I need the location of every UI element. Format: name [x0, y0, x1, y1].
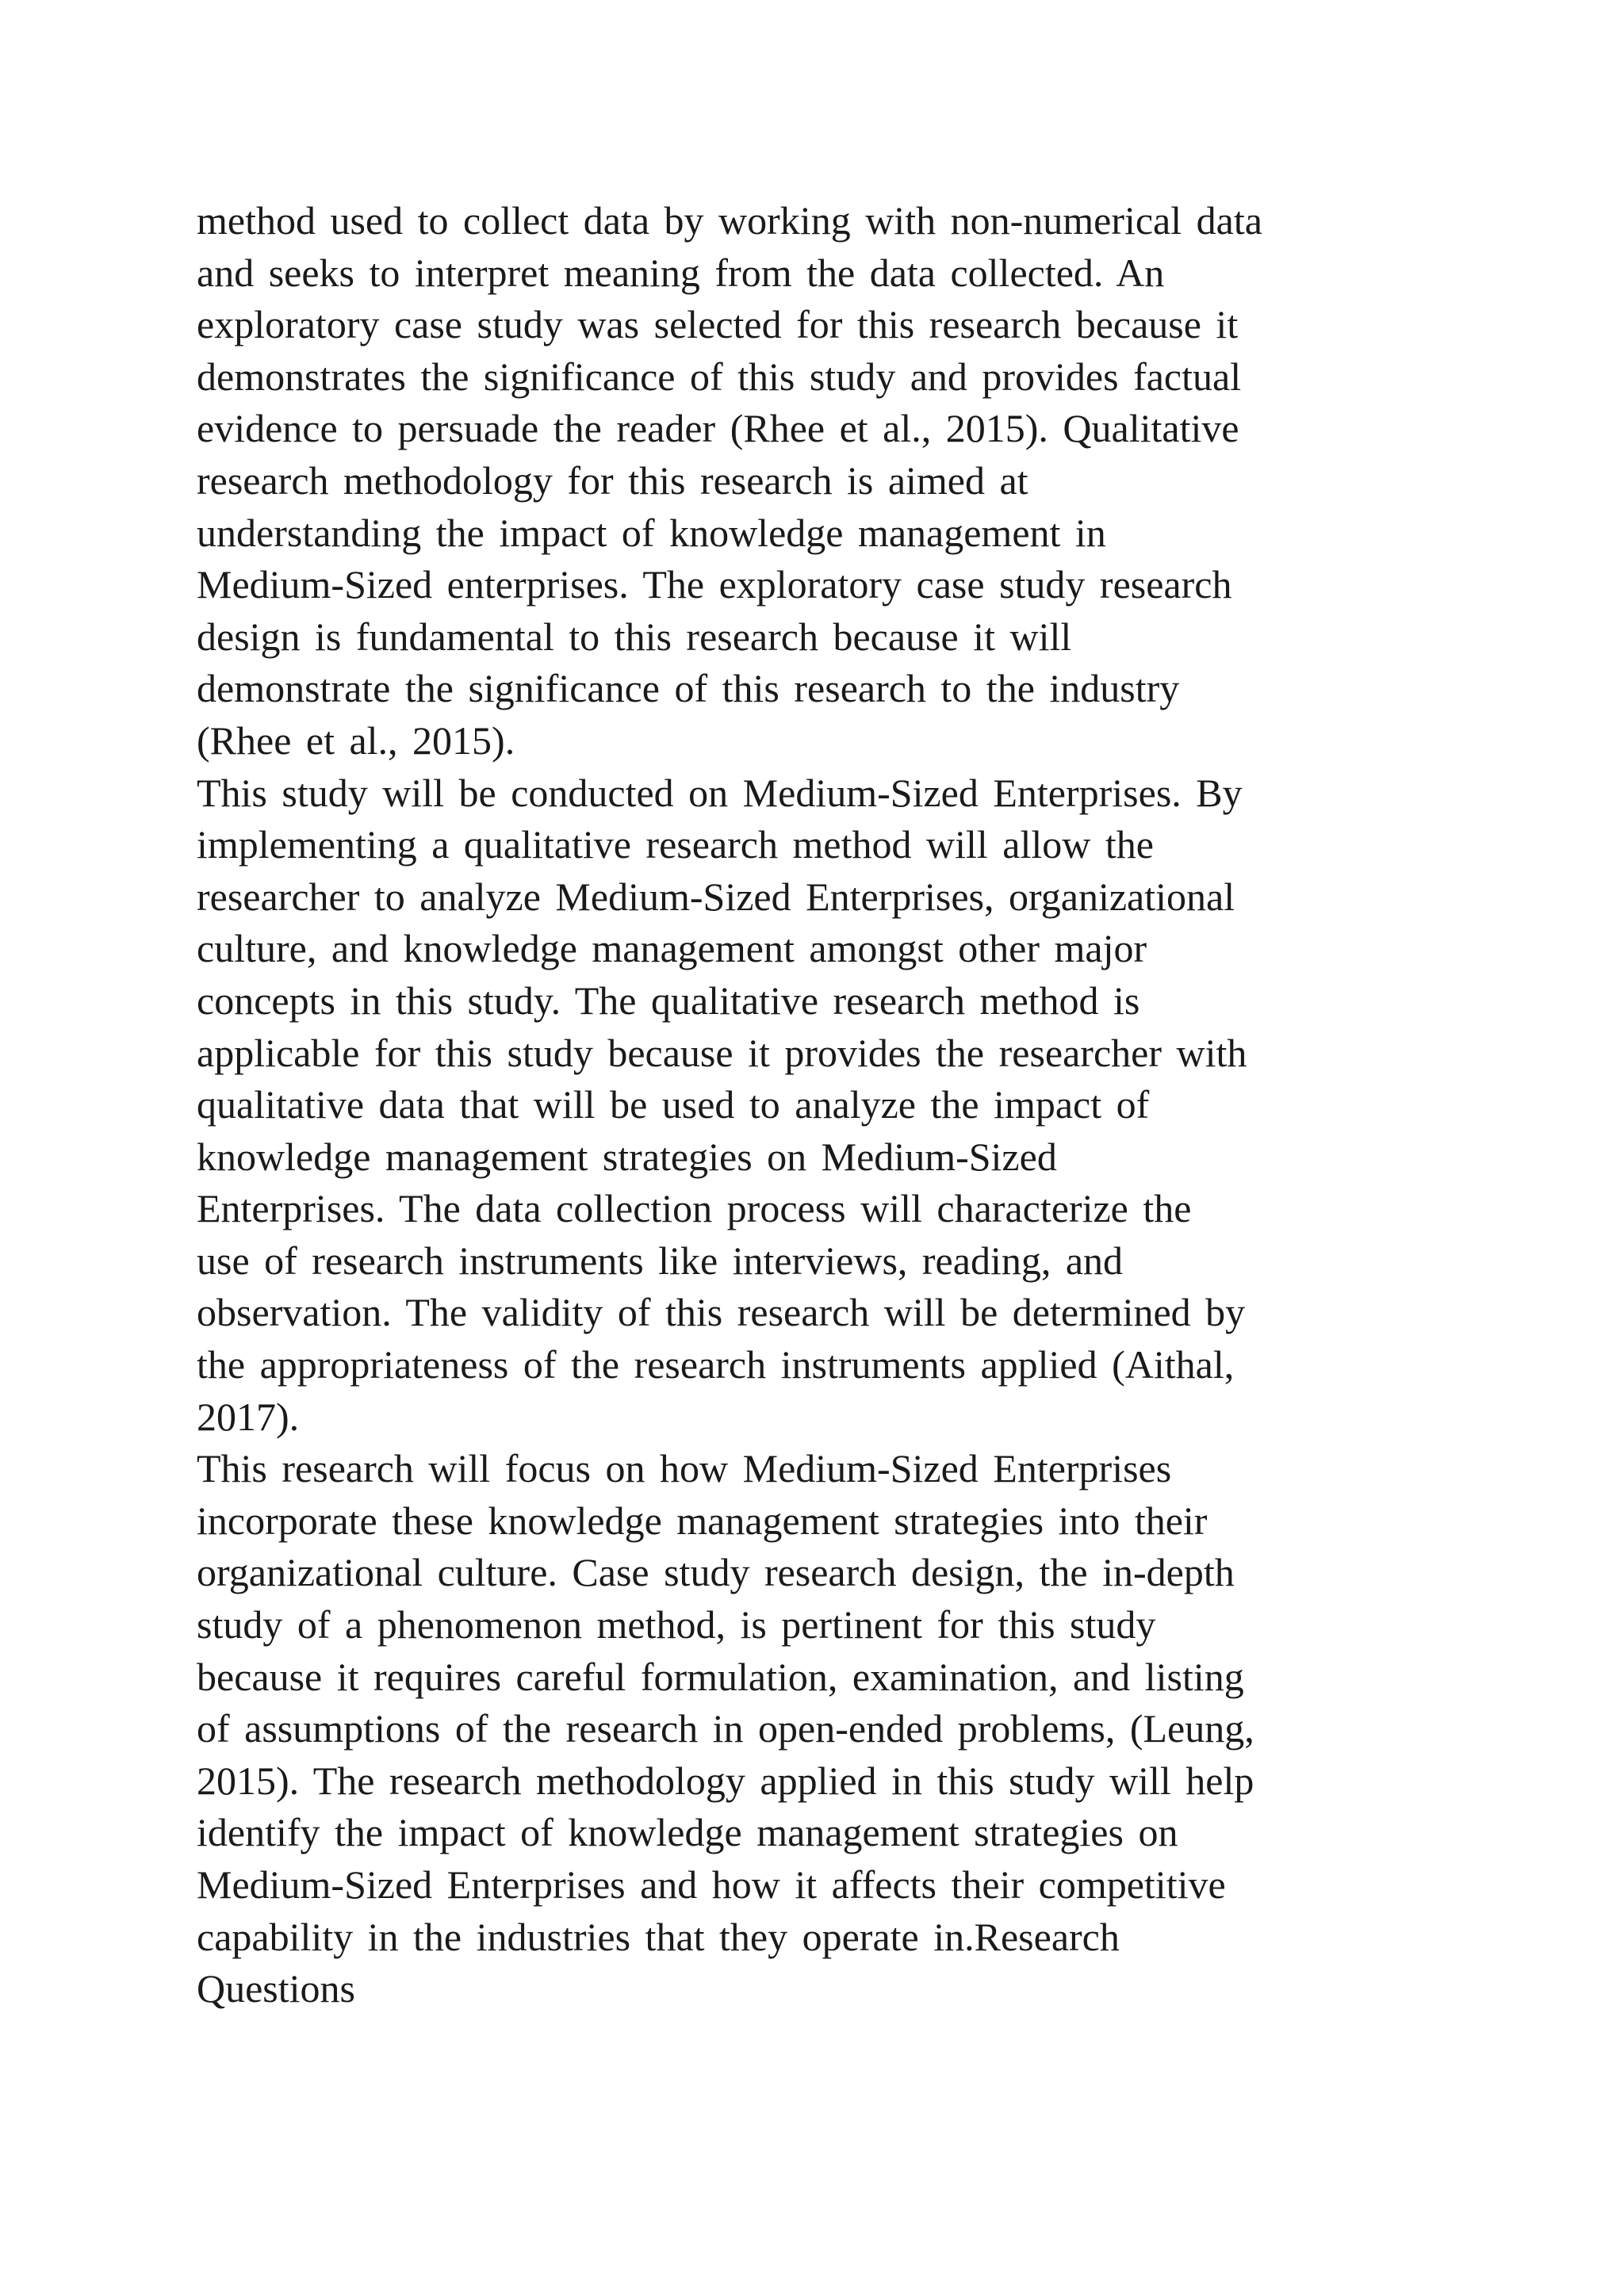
text-line: design is fundamental to this research because it will [197, 614, 1072, 659]
text-line: concepts in this study. The qualitative research method is [197, 978, 1140, 1023]
text-line: understanding the impact of knowledge management in [197, 510, 1106, 555]
text-line: and seeks to interpret meaning from the data collected. An [197, 250, 1165, 295]
text-line: knowledge management strategies on Medium-Sized [197, 1134, 1057, 1179]
text-line: observation. The validity of this research will be determined by [197, 1290, 1246, 1335]
text-line: organizational culture. Case study research design, the in-depth [197, 1550, 1235, 1595]
text-line: culture, and knowledge management amongst other major [197, 926, 1147, 971]
text-line: evidence to persuade the reader (Rhee et al., 2015). Qualitative [197, 406, 1239, 451]
text-line: use of research instruments like interviews, reading, and [197, 1238, 1124, 1283]
text-line: exploratory case study was selected for this research because it [197, 302, 1239, 347]
text-line: researcher to analyze Medium-Sized Enterprises, organizational [197, 874, 1235, 919]
text-line: qualitative data that will be used to analyze the impact of [197, 1082, 1150, 1127]
text-line: demonstrate the significance of this research to the industry [197, 666, 1180, 711]
text-line: This study will be conducted on Medium-Sized Enterprises. By [197, 770, 1243, 815]
text-line: Medium-Sized enterprises. The exploratory case study research [197, 562, 1232, 607]
text-line: Medium-Sized Enterprises and how it affects their competitive [197, 1862, 1226, 1907]
text-line: 2017). [197, 1394, 300, 1439]
text-line: (Rhee et al., 2015). [197, 718, 515, 763]
text-line: of assumptions of the research in open-ended problems, (Leung, [197, 1706, 1254, 1751]
text-line: Questions [197, 1966, 355, 2011]
text-line: demonstrates the significance of this study and provides factual [197, 354, 1242, 399]
text-line: capability in the industries that they operate in.Research [197, 1914, 1120, 1959]
text-line: applicable for this study because it provides the researcher with [197, 1030, 1247, 1075]
text-line: research methodology for this research is aimed at [197, 457, 1028, 503]
text-line: study of a phenomenon method, is pertinent for this study [197, 1602, 1156, 1647]
text-line: identify the impact of knowledge management strategies on [197, 1810, 1178, 1855]
text-line: incorporate these knowledge management strategies into their [197, 1498, 1208, 1543]
text-line: because it requires careful formulation, examination, and listing [197, 1654, 1244, 1699]
text-line: 2015). The research methodology applied in this study will help [197, 1758, 1254, 1803]
text-line: implementing a qualitative research method will allow the [197, 822, 1154, 867]
text-line: This research will focus on how Medium-Sized Enterprises [197, 1446, 1172, 1491]
body-text [197, 195, 1465, 2015]
text-line: Enterprises. The data collection process will characterize the [197, 1186, 1192, 1231]
text-line: the appropriateness of the research instruments applied (Aithal, [197, 1342, 1235, 1387]
text-line: method used to collect data by working with non-numerical data [197, 198, 1262, 243]
